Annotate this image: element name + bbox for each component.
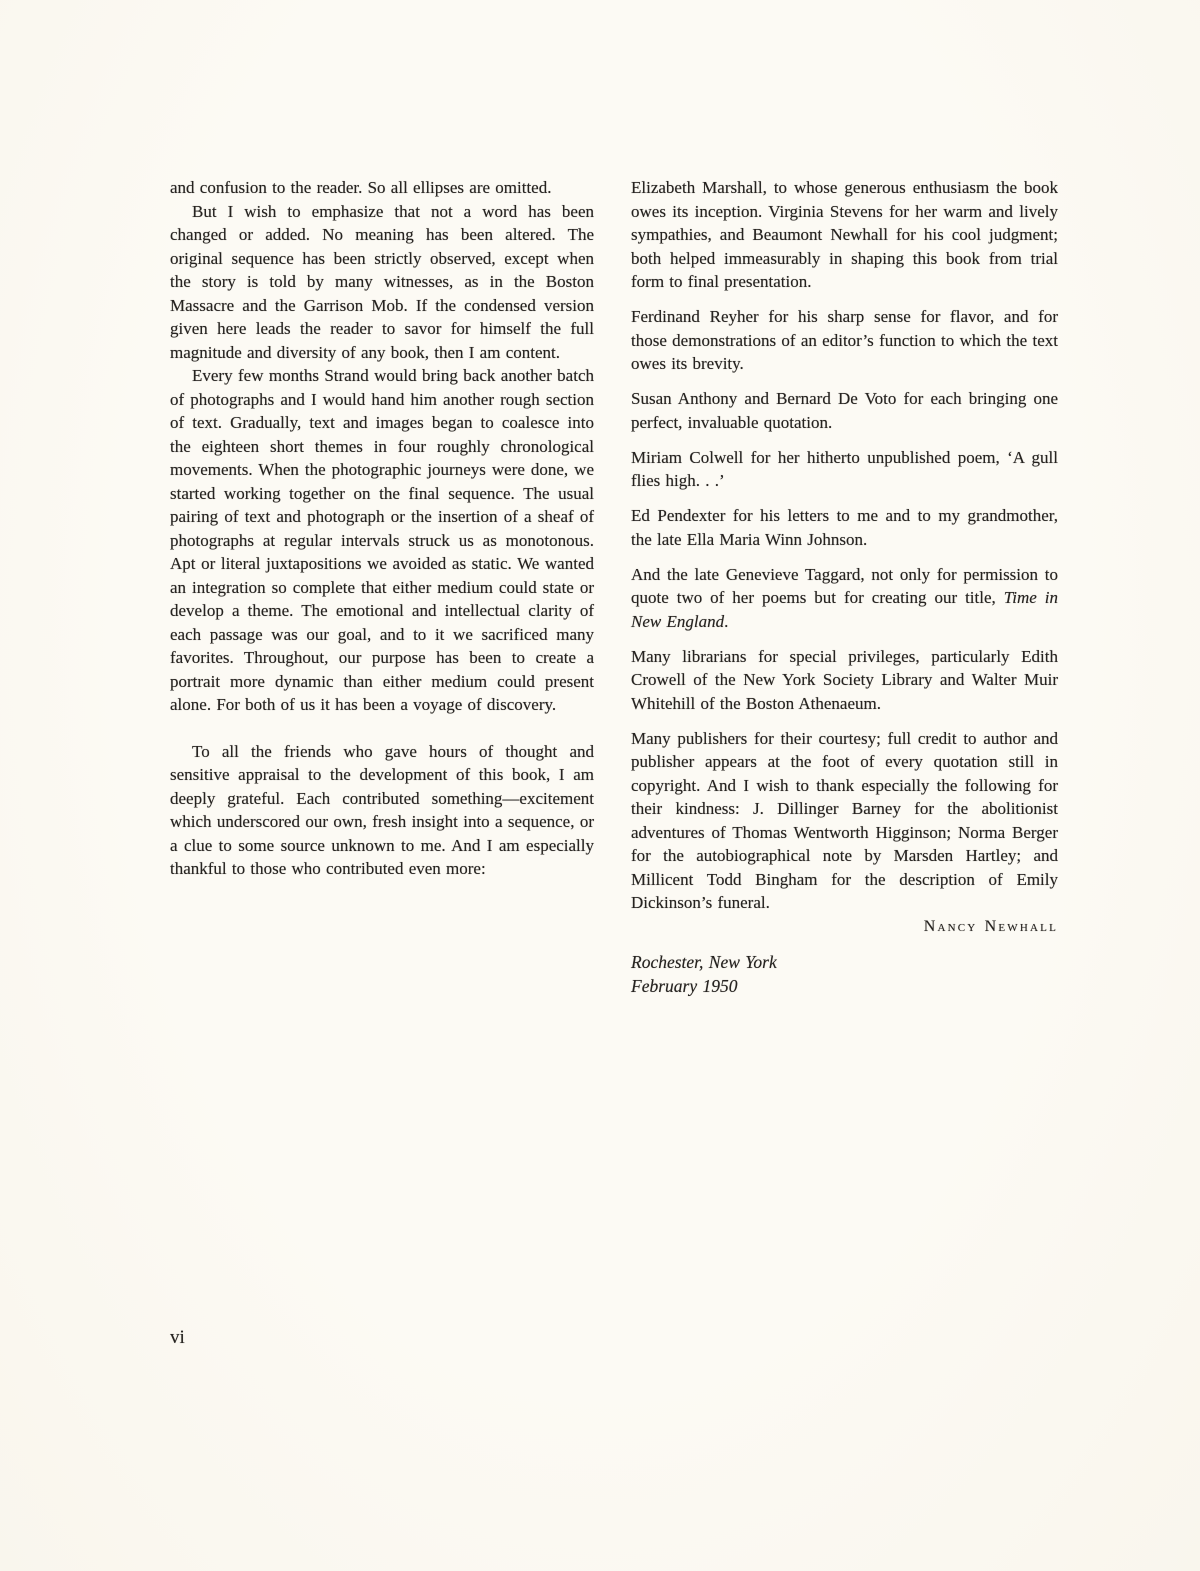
acknowledgment-paragraph: Many publishers for their courtesy; full credit to author and publisher appears at the foot of every quotation still in copyright. And I wish to thank especially the following for their kindness: J. Dillinger Barney for the abolitionist adventures of Thomas Wentworth Higginson; Norma Berger for the autobiographical note by Marsden Hartley; and Millicent Todd Bingham for the description of Emily Dickinson’s funeral. (631, 728, 1058, 912)
dateline (631, 950, 1058, 998)
paragraph-text: . (724, 611, 729, 631)
acknowledgment-paragraph: Many librarians for special privileges, particularly Edith Crowell of the New York Society Library and Walter Muir Whitehill of the Boston Athenaeum. (631, 646, 1058, 713)
dateline-date: February 1950 (631, 975, 738, 996)
acknowledgment-paragraph: Elizabeth Marshall, to whose generous enthusiasm the book owes its inception. Virginia Stevens for her warm and lively sympathies, and Beaumont Newhall for his cool judgment; both helped immeasurably in shaping this book from trial form to final presentation. (631, 178, 1058, 291)
paragraph-text: And the late Genevieve Taggard, not only for permission to quote two of her poems but for creating our title, (631, 564, 1058, 607)
paragraph: But I wish to emphasize that not a word has been changed or added. No meaning has been altered. The original sequence has been strictly observed, except when the story is told by many witnesses, as in the Boston Massacre and the Garrison Mob. If the condensed version given here leads the reader to savor for himself the full magnitude and diversity of any book, then I am content. (170, 201, 594, 362)
author-signature: Nancy Newhall (923, 917, 1058, 935)
right-column (631, 176, 1058, 998)
page-number: vi (170, 1327, 185, 1348)
acknowledgment-paragraph (631, 563, 1058, 634)
acknowledgment-paragraph: Ed Pendexter for his letters to me and to my grandmother, the late Ella Maria Winn Johnson. (631, 506, 1058, 549)
acknowledgment-paragraph: Miriam Colwell for her hitherto unpublished poem, ‘A gull flies high. . .’ (631, 447, 1058, 490)
book-title-italic: Time in New England (631, 588, 1058, 631)
acknowledgment-paragraph: Ferdinand Reyher for his sharp sense for flavor, and for those demonstrations of an editor’s function to which the text owes its brevity. (631, 307, 1058, 373)
paragraph: To all the friends who gave hours of thought and sensitive appraisal to the development of this book, I am deeply grateful. Each contributed something—excitement which underscored our own, fresh insight into a sequence, or a clue to some source unknown to me. And I am especially thankful to those who contributed even more: (170, 741, 594, 878)
paragraph: Every few months Strand would bring back another batch of photographs and I would hand him another rough section of text. Gradually, text and images began to coalesce into the eighteen short themes in four roughly chronological movements. When the photographic journeys were done, we started working together on the final sequence. The usual pairing of text and photograph or the insertion of a sheaf of photographs at regular intervals struck us as monotonous. Apt or literal juxtapositions we avoided as static. We wanted an integration so complete that either medium could state or develop a theme. The emotional and intellectual clarity of each passage was our goal, and to it we sacrificed many favorites. Throughout, our purpose has been to create a portrait more dynamic than either medium could present alone. For both of us it has been a voyage of discovery. (170, 366, 594, 714)
left-column (170, 176, 594, 881)
paragraph-continuation: and confusion to the reader. So all ellipses are omitted. (170, 178, 552, 197)
acknowledgment-paragraph: Susan Anthony and Bernard De Voto for each bringing one perfect, invaluable quotation. (631, 389, 1058, 432)
dateline-place: Rochester, New York (631, 951, 777, 972)
